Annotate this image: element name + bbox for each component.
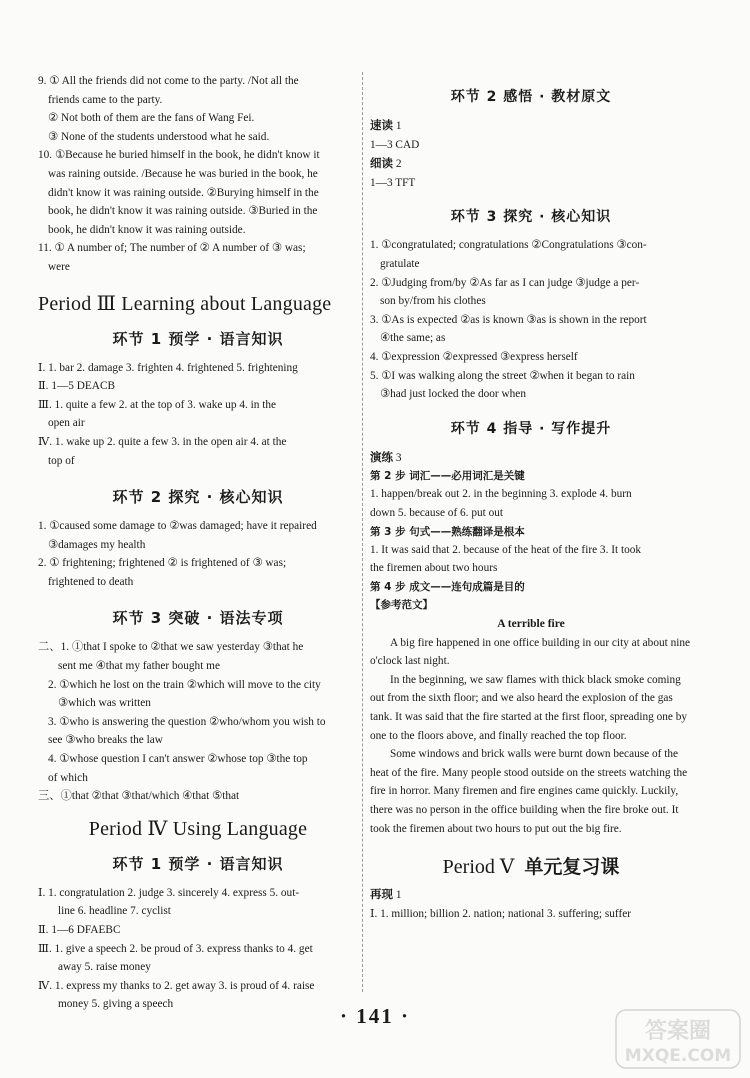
yanlian-label-line <box>370 448 692 468</box>
answer-line: 4. ①expression ②expressed ③express herself <box>370 350 578 363</box>
answer-line: were <box>48 260 70 273</box>
section-answers <box>38 884 358 1014</box>
answer-line: 2. ① frightening; frightened ② is frightened of ③ was; <box>38 557 287 570</box>
answer-line: Ⅲ. 1. quite a few 2. at the top of 3. wake up 4. in the <box>38 398 277 411</box>
answer-line: 3. ①who is answering the question ②who/whom you wish to <box>48 715 326 728</box>
answer-line: away 5. raise money <box>58 961 151 974</box>
section-answers <box>38 359 358 471</box>
answer-line: Ⅱ. 1—6 DFAEBC <box>38 924 121 936</box>
answer-line: was raining outside. /Because he was buried in the book, he <box>48 167 318 180</box>
answer-line: 1. ①congratulated; congratulations ②Congratulations ③con- <box>370 239 647 252</box>
answer-line: ③had just locked the door when <box>380 388 526 401</box>
essay-paragraph: A big fire happened in one office building in our city at about nine o'clock last night. <box>370 636 691 668</box>
answer-line: 1—3 CAD <box>370 138 420 151</box>
answer-line: ③damages my health <box>48 538 146 551</box>
watermark-top-text: 答案圈 <box>644 1019 712 1044</box>
sudu-label: 速读 <box>370 118 393 132</box>
answer-line: son by/from his clothes <box>380 295 486 308</box>
answer-line: 2. ①Judging from/by ②As far as I can judge ③judge a per- <box>370 276 640 289</box>
answer-line: book, he didn't know it was raining outside. ③Buried in the <box>48 205 318 218</box>
answer-line: top of <box>48 454 75 467</box>
answer-line: 9. ① All the friends did not come to the party. /Not all the <box>38 75 299 87</box>
zaixian-num: 1 <box>395 889 402 902</box>
answer-line: 三、①that ②that ③that/which ④that ⑤that <box>38 790 240 803</box>
period-5-title <box>370 852 692 879</box>
answer-line: Ⅲ. 1. give a speech 2. be proud of 3. express thanks to 4. get <box>38 942 313 955</box>
left-column <box>38 72 358 1014</box>
answer-line: 2. ①which he lost on the train ②which will move to the city <box>48 678 321 691</box>
answer-line: Ⅰ. 1. million; billion 2. nation; national 3. suffering; suffer <box>370 907 632 920</box>
answer-line: ④the same; as <box>380 332 446 345</box>
answer-line: 1. happen/break out 2. in the beginning 3. explode 4. burn <box>370 488 632 501</box>
right-column <box>370 72 692 923</box>
reference-essay-label: 【参考范文】 <box>370 598 433 611</box>
period-3-title: Period Ⅲ Learning about Language <box>38 292 332 315</box>
answer-line: ② Not both of them are the fans of Wang Fei. <box>48 112 255 125</box>
answer-line: the firemen about two hours <box>370 562 498 575</box>
watermark-logo <box>614 1008 742 1070</box>
answer-line: ③which was written <box>58 697 151 710</box>
answer-line: frightened to death <box>48 575 134 588</box>
answer-line: Ⅰ. 1. bar 2. damage 3. frighten 4. frightened 5. frightening <box>38 361 298 374</box>
answer-line: see ③who breaks the law <box>48 734 163 747</box>
zaixian-label-line <box>370 885 692 905</box>
section-heading: 环节 2 探究 · 核心知识 <box>112 488 284 507</box>
section-heading: 环节 2 感悟 · 教材原文 <box>450 89 612 105</box>
answer-line: 5. ①I was walking along the street ②when it began to rain <box>370 369 635 382</box>
step-heading: 第 4 步 成文——连句成篇是目的 <box>370 580 525 593</box>
top-answers <box>38 72 358 277</box>
section-answers <box>38 638 358 805</box>
period-5-cn: 单元复习课 <box>524 856 620 879</box>
answer-line: money 5. giving a speech <box>58 998 174 1011</box>
step-heading: 第 2 步 词汇——必用词汇是关键 <box>370 470 525 483</box>
sudu-label-line <box>370 116 692 136</box>
answer-line: 1. It was said that 2. because of the heat of the fire 3. It took <box>370 543 642 556</box>
watermark-bottom-text: MXQE.COM <box>624 1046 732 1066</box>
xidu-label-line <box>370 154 692 174</box>
zaixian-label: 再现 <box>370 887 393 902</box>
answer-line: Ⅱ. 1—5 DEACB <box>38 380 116 393</box>
xidu-num: 2 <box>395 158 402 171</box>
answer-line: open air <box>48 417 85 430</box>
answer-line: 4. ①whose question I can't answer ②whose top ③the top <box>48 753 308 766</box>
answer-line: 11. ① A number of; The number of ② A number of ③ was; <box>38 242 306 255</box>
answer-line: book, he didn't know it was raining outside. <box>48 223 246 236</box>
answer-line: down 5. because of 6. put out <box>370 506 504 519</box>
answer-line: gratulate <box>380 257 420 270</box>
essay-title: A terrible fire <box>497 617 565 630</box>
yanlian-num: 3 <box>395 451 402 464</box>
answer-line: Ⅳ. 1. wake up 2. quite a few 3. in the open air 4. at the <box>38 435 287 448</box>
answer-line: 3. ①As is expected ②as is known ③as is shown in the report <box>370 313 647 326</box>
answer-line: ③ None of the students understood what he said. <box>48 130 270 143</box>
yanlian-label: 演练 <box>370 449 393 464</box>
answer-line: 1—3 TFT <box>370 176 416 189</box>
answer-line: 二、1. ①that I spoke to ②that we saw yesterday ③that he <box>38 641 304 654</box>
column-divider <box>362 72 363 992</box>
essay-paragraph: Some windows and brick walls were burnt down because of the heat of the fire. Many people stood outside on the streets watching the fire in horror. Many firemen and fire engines came quickly. Luckily, there was no person in the office building when the fire broke out. It took the firemen about two hours to put out the big fire. <box>370 748 688 835</box>
section-heading: 环节 1 预学 · 语言知识 <box>112 854 284 873</box>
answer-line: friends came to the party. <box>48 93 163 106</box>
answer-line: didn't know it was raining outside. ②Burying himself in the <box>48 186 319 199</box>
page-number: · 141 · <box>339 1004 410 1028</box>
section-heading: 环节 4 指导 · 写作提升 <box>450 420 612 437</box>
answer-line: 10. ①Because he buried himself in the book, he didn't know it <box>38 149 320 162</box>
section-heading: 环节 3 突破 · 语法专项 <box>112 609 284 628</box>
answer-line: Ⅳ. 1. express my thanks to 2. get away 3. is proud of 4. raise <box>38 979 315 992</box>
essay-paragraph: In the beginning, we saw flames with thick black smoke coming out from the sixth floor; and we also heard the explosion of the gas tank. It was said that the fire started at the first floor, spreading one by one to the floors above, and finally reached the top floor. <box>370 673 688 742</box>
answer-line: of which <box>48 771 88 784</box>
answer-line: Ⅰ. 1. congratulation 2. judge 3. sincerely 4. express 5. out- <box>38 886 300 899</box>
answer-line: sent me ④that my father bought me <box>58 660 220 673</box>
period-4-title: Period Ⅳ Using Language <box>88 817 308 840</box>
answer-line: line 6. headline 7. cyclist <box>58 905 171 918</box>
section-answers <box>38 517 358 591</box>
section-heading: 环节 3 探究 · 核心知识 <box>450 209 612 226</box>
period-5-prefix: Period Ⅴ <box>442 856 515 879</box>
section-answers <box>370 236 692 403</box>
xidu-label: 细读 <box>370 156 393 171</box>
answer-line: 1. ①caused some damage to ②was damaged; have it repaired <box>38 520 317 533</box>
step-heading: 第 3 步 句式——熟练翻译是根本 <box>370 525 525 538</box>
section-heading: 环节 1 预学 · 语言知识 <box>112 329 284 348</box>
sudu-num: 1 <box>395 120 402 132</box>
watermark-shape <box>614 1008 742 1070</box>
